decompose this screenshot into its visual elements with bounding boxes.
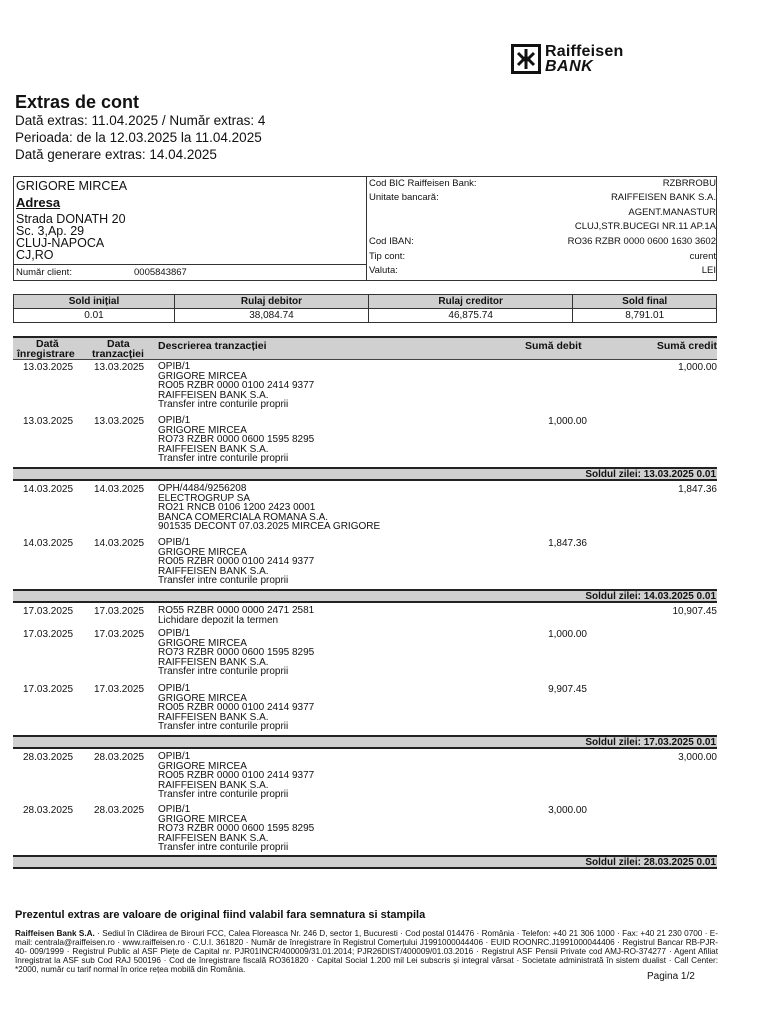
tx-date-reg: 28.03.2025 [23, 805, 74, 816]
legal-footer [15, 929, 718, 974]
tx-desc-line: OPIB/1 [158, 415, 191, 426]
tx-desc-line: RO05 RZBR 0000 0100 2414 9377 [158, 702, 315, 713]
original-validity-notice: Prezentul extras are valoare de original fiind valabil fara semnatura si stampila [15, 909, 426, 921]
tx-date-reg: 28.03.2025 [23, 752, 74, 763]
daily-balance-text: Soldul zilei: 14.03.2025 0.01 [585, 591, 716, 602]
summary-value: 46,875.74 [368, 309, 572, 323]
iban-label: Cod IBAN: [369, 236, 414, 247]
tx-desc-line: Transfer intre conturile proprii [158, 721, 289, 732]
tx-date-tx: 13.03.2025 [94, 362, 145, 373]
tx-desc-line: RAIFFEISEN BANK S.A. [158, 779, 269, 791]
tx-desc-line: Transfer intre conturile proprii [158, 789, 289, 800]
tx-desc-line: RAIFFEISEN BANK S.A. [158, 389, 269, 401]
tx-debit: 1,000.00 [548, 416, 587, 427]
client-number-separator [14, 264, 366, 265]
tx-desc-line: RO73 RZBR 0000 0600 1595 8295 [158, 823, 315, 834]
tx-date-reg: 13.03.2025 [23, 362, 74, 373]
transactions-table-header [13, 336, 717, 360]
tx-desc-line: RO05 RZBR 0000 0100 2414 9377 [158, 770, 315, 781]
bank-unit-value: AGENT.MANASTUR [628, 207, 716, 218]
logo-text-raiffeisen: Raiffeisen [545, 43, 624, 60]
account-type-label: Tip cont: [369, 251, 406, 262]
tx-desc-line: Transfer intre conturile proprii [158, 399, 289, 410]
tx-credit: 3,000.00 [678, 752, 717, 763]
tx-debit: 1,847.36 [548, 538, 587, 549]
account-type-value: curent [689, 251, 716, 262]
logo-text-bank: BANK [545, 58, 594, 75]
tx-description [158, 606, 314, 625]
col-header-date-tx: Data [107, 338, 130, 350]
tx-desc-line: OPIB/1 [158, 361, 191, 372]
tx-desc-line: OPIB/1 [158, 804, 191, 815]
tx-desc-line: GRIGORE MIRCEA [158, 370, 247, 382]
tx-date-tx: 17.03.2025 [94, 684, 145, 695]
summary-value: 38,084.74 [174, 309, 368, 323]
tx-credit: 1,847.36 [678, 484, 717, 495]
daily-balance-text: Soldul zilei: 17.03.2025 0.01 [585, 737, 716, 748]
col-header-date-reg: înregistrare [17, 348, 75, 360]
tx-desc-line: RO55 RZBR 0000 0000 2471 2581 [158, 605, 315, 616]
footer-company-name: Raiffeisen Bank S.A. [15, 929, 95, 938]
tx-desc-line: Lichidare depozit la termen [158, 614, 279, 626]
tx-date-reg: 14.03.2025 [23, 484, 74, 495]
tx-desc-line: OPIB/1 [158, 751, 191, 762]
tx-desc-line: 901535 DECONT 07.03.2025 MIRCEA GRIGORE [158, 521, 381, 532]
tx-date-tx: 17.03.2025 [94, 629, 145, 640]
tx-desc-line: Transfer intre conturile proprii [158, 575, 289, 586]
tx-desc-line: OPIB/1 [158, 628, 191, 639]
bic-label: Cod BIC Raiffeisen Bank: [369, 178, 477, 189]
tx-description [158, 629, 314, 677]
col-header-date-reg: Dată [36, 338, 59, 350]
tx-desc-line: RO05 RZBR 0000 0100 2414 9377 [158, 380, 315, 391]
page-number: Pagina 1/2 [647, 971, 695, 982]
statement-generated-date: Dată generare extras: 14.04.2025 [15, 147, 217, 162]
client-number-value: 0005843867 [134, 267, 187, 278]
client-name: GRIGORE MIRCEA [16, 179, 128, 193]
tx-desc-line: RO73 RZBR 0000 0600 1595 8295 [158, 647, 315, 658]
tx-desc-line: ELECTROGRUP SA [158, 492, 251, 504]
summary-value: 0.01 [14, 309, 175, 323]
client-number-label: Număr client: [16, 267, 72, 278]
col-header-date-tx: tranzacției [92, 348, 144, 360]
tx-date-tx: 14.03.2025 [94, 538, 145, 549]
tx-debit: 3,000.00 [548, 805, 587, 816]
tx-desc-line: BANCA COMERCIALA ROMANA S.A. [158, 511, 329, 523]
bic-value: RZBRROBU [662, 178, 716, 189]
daily-balance-bar [13, 589, 717, 603]
tx-date-reg: 17.03.2025 [23, 684, 74, 695]
summary-header: Rulaj creditor [368, 295, 572, 309]
footer-legal-text: · Sediul în Clădirea de Birouri FCC, Calea Floreasca Nr. 246 D, sector 1, Bucuresti · Cod postal 014476 · România · Telefon: +40 21 306 1000 · Fax: +40 21 230 0700 · E-mail: centrala@raiffeisen.ro · www.raiffeisen.ro · C.U.I. 361820 · Număr de înregistrare în Registrul Comerțului J1991000044406 · EUID ROONRC.J1991000044406 · Registrul Bancar RB-PJR-40- 009/1999 · Registrul Public al ASF Piețe de Capital nr. PJR01INCR/400009/31.01.2014; PJR26DIST/400009/01.03.2016 · Registrul ASF Pensii Private cod AMJ-RO-374277 · Agent Afiliat înregistrat la ASF sub Cod RAJ 500196 · Cod de înregistrare fiscală RO361820 · Capital Social 1.200 mil Lei subscris și integral vărsat · Societate administrată în sistem dualist · Call Center: *2000, număr cu tarif normal în orice rețea mobilă din România. [15, 929, 718, 974]
currency-value: LEI [701, 265, 716, 276]
address-line: Strada DONATH 20 [16, 212, 126, 226]
col-header-debit: Sumă debit [525, 340, 582, 352]
tx-description [158, 684, 314, 732]
tx-desc-line: GRIGORE MIRCEA [158, 546, 247, 558]
tx-desc-line: GRIGORE MIRCEA [158, 637, 247, 649]
tx-desc-line: Transfer intre conturile proprii [158, 453, 289, 464]
balance-summary-table [13, 294, 717, 323]
tx-desc-line: GRIGORE MIRCEA [158, 424, 247, 436]
tx-description [158, 752, 314, 800]
tx-desc-line: OPIB/1 [158, 537, 191, 548]
tx-description [158, 416, 314, 464]
tx-description [158, 538, 314, 586]
tx-credit: 1,000.00 [678, 362, 717, 373]
tx-desc-line: Transfer intre conturile proprii [158, 842, 289, 853]
tx-description [158, 805, 314, 853]
page-title: Extras de cont [15, 92, 140, 112]
tx-desc-line: Transfer intre conturile proprii [158, 666, 289, 677]
iban-value: RO36 RZBR 0000 0600 1630 3602 [567, 236, 716, 247]
daily-balance-bar [13, 467, 717, 481]
info-box-divider [366, 177, 367, 281]
daily-balance-text: Soldul zilei: 28.03.2025 0.01 [585, 857, 716, 868]
tx-desc-line: RAIFFEISEN BANK S.A. [158, 565, 269, 577]
tx-desc-line: GRIGORE MIRCEA [158, 760, 247, 772]
address-line: CLUJ-NAPOCA [16, 236, 105, 250]
tx-date-reg: 13.03.2025 [23, 416, 74, 427]
tx-desc-line: RO73 RZBR 0000 0600 1595 8295 [158, 434, 315, 445]
summary-header: Sold final [573, 295, 717, 309]
tx-date-reg: 17.03.2025 [23, 606, 74, 617]
address-label: Adresa [16, 195, 61, 210]
bank-unit-value: CLUJ,STR.BUCEGI NR.11 AP.1A [574, 221, 716, 232]
account-info-box [13, 176, 717, 281]
daily-balance-bar [13, 855, 717, 869]
tx-date-tx: 13.03.2025 [94, 416, 145, 427]
tx-desc-line: RO05 RZBR 0000 0100 2414 9377 [158, 556, 315, 567]
tx-date-tx: 14.03.2025 [94, 484, 145, 495]
tx-description [158, 484, 380, 532]
tx-desc-line: GRIGORE MIRCEA [158, 692, 247, 704]
summary-header: Sold inițial [14, 295, 175, 309]
address-line: Sc. 3,Ap. 29 [16, 224, 85, 238]
summary-value: 8,791.01 [573, 309, 717, 323]
tx-date-reg: 14.03.2025 [23, 538, 74, 549]
tx-date-tx: 17.03.2025 [94, 606, 145, 617]
tx-desc-line: RAIFFEISEN BANK S.A. [158, 711, 269, 723]
tx-debit: 1,000.00 [548, 629, 587, 640]
tx-desc-line: GRIGORE MIRCEA [158, 813, 247, 825]
summary-header: Rulaj debitor [174, 295, 368, 309]
tx-desc-line: RAIFFEISEN BANK S.A. [158, 656, 269, 668]
currency-label: Valuta: [369, 265, 398, 276]
col-header-description: Descrierea tranzacției [158, 340, 267, 352]
statement-date-number: Dată extras: 11.04.2025 / Număr extras: 4 [15, 113, 266, 128]
tx-debit: 9,907.45 [548, 684, 587, 695]
raiffeisen-logo-icon [511, 44, 541, 74]
raiffeisen-logo [511, 43, 623, 75]
tx-credit: 10,907.45 [672, 606, 717, 617]
tx-date-reg: 17.03.2025 [23, 629, 74, 640]
col-header-credit: Sumă credit [656, 340, 717, 352]
tx-desc-line: OPIB/1 [158, 683, 191, 694]
tx-description [158, 362, 314, 410]
daily-balance-text: Soldul zilei: 13.03.2025 0.01 [585, 469, 716, 480]
address-line: CJ,RO [16, 248, 54, 262]
tx-date-tx: 28.03.2025 [94, 805, 145, 816]
tx-desc-line: RO21 RNCB 0106 1200 2423 0001 [158, 502, 316, 513]
statement-period: Perioada: de la 12.03.2025 la 11.04.2025 [15, 130, 262, 145]
tx-desc-line: OPH/4484/9256208 [158, 483, 247, 494]
tx-desc-line: RAIFFEISEN BANK S.A. [158, 443, 269, 455]
bank-unit-value: RAIFFEISEN BANK S.A. [610, 192, 716, 203]
daily-balance-bar [13, 735, 717, 749]
tx-date-tx: 28.03.2025 [94, 752, 145, 763]
bank-unit-label: Unitate bancară: [369, 192, 439, 203]
tx-desc-line: RAIFFEISEN BANK S.A. [158, 832, 269, 844]
